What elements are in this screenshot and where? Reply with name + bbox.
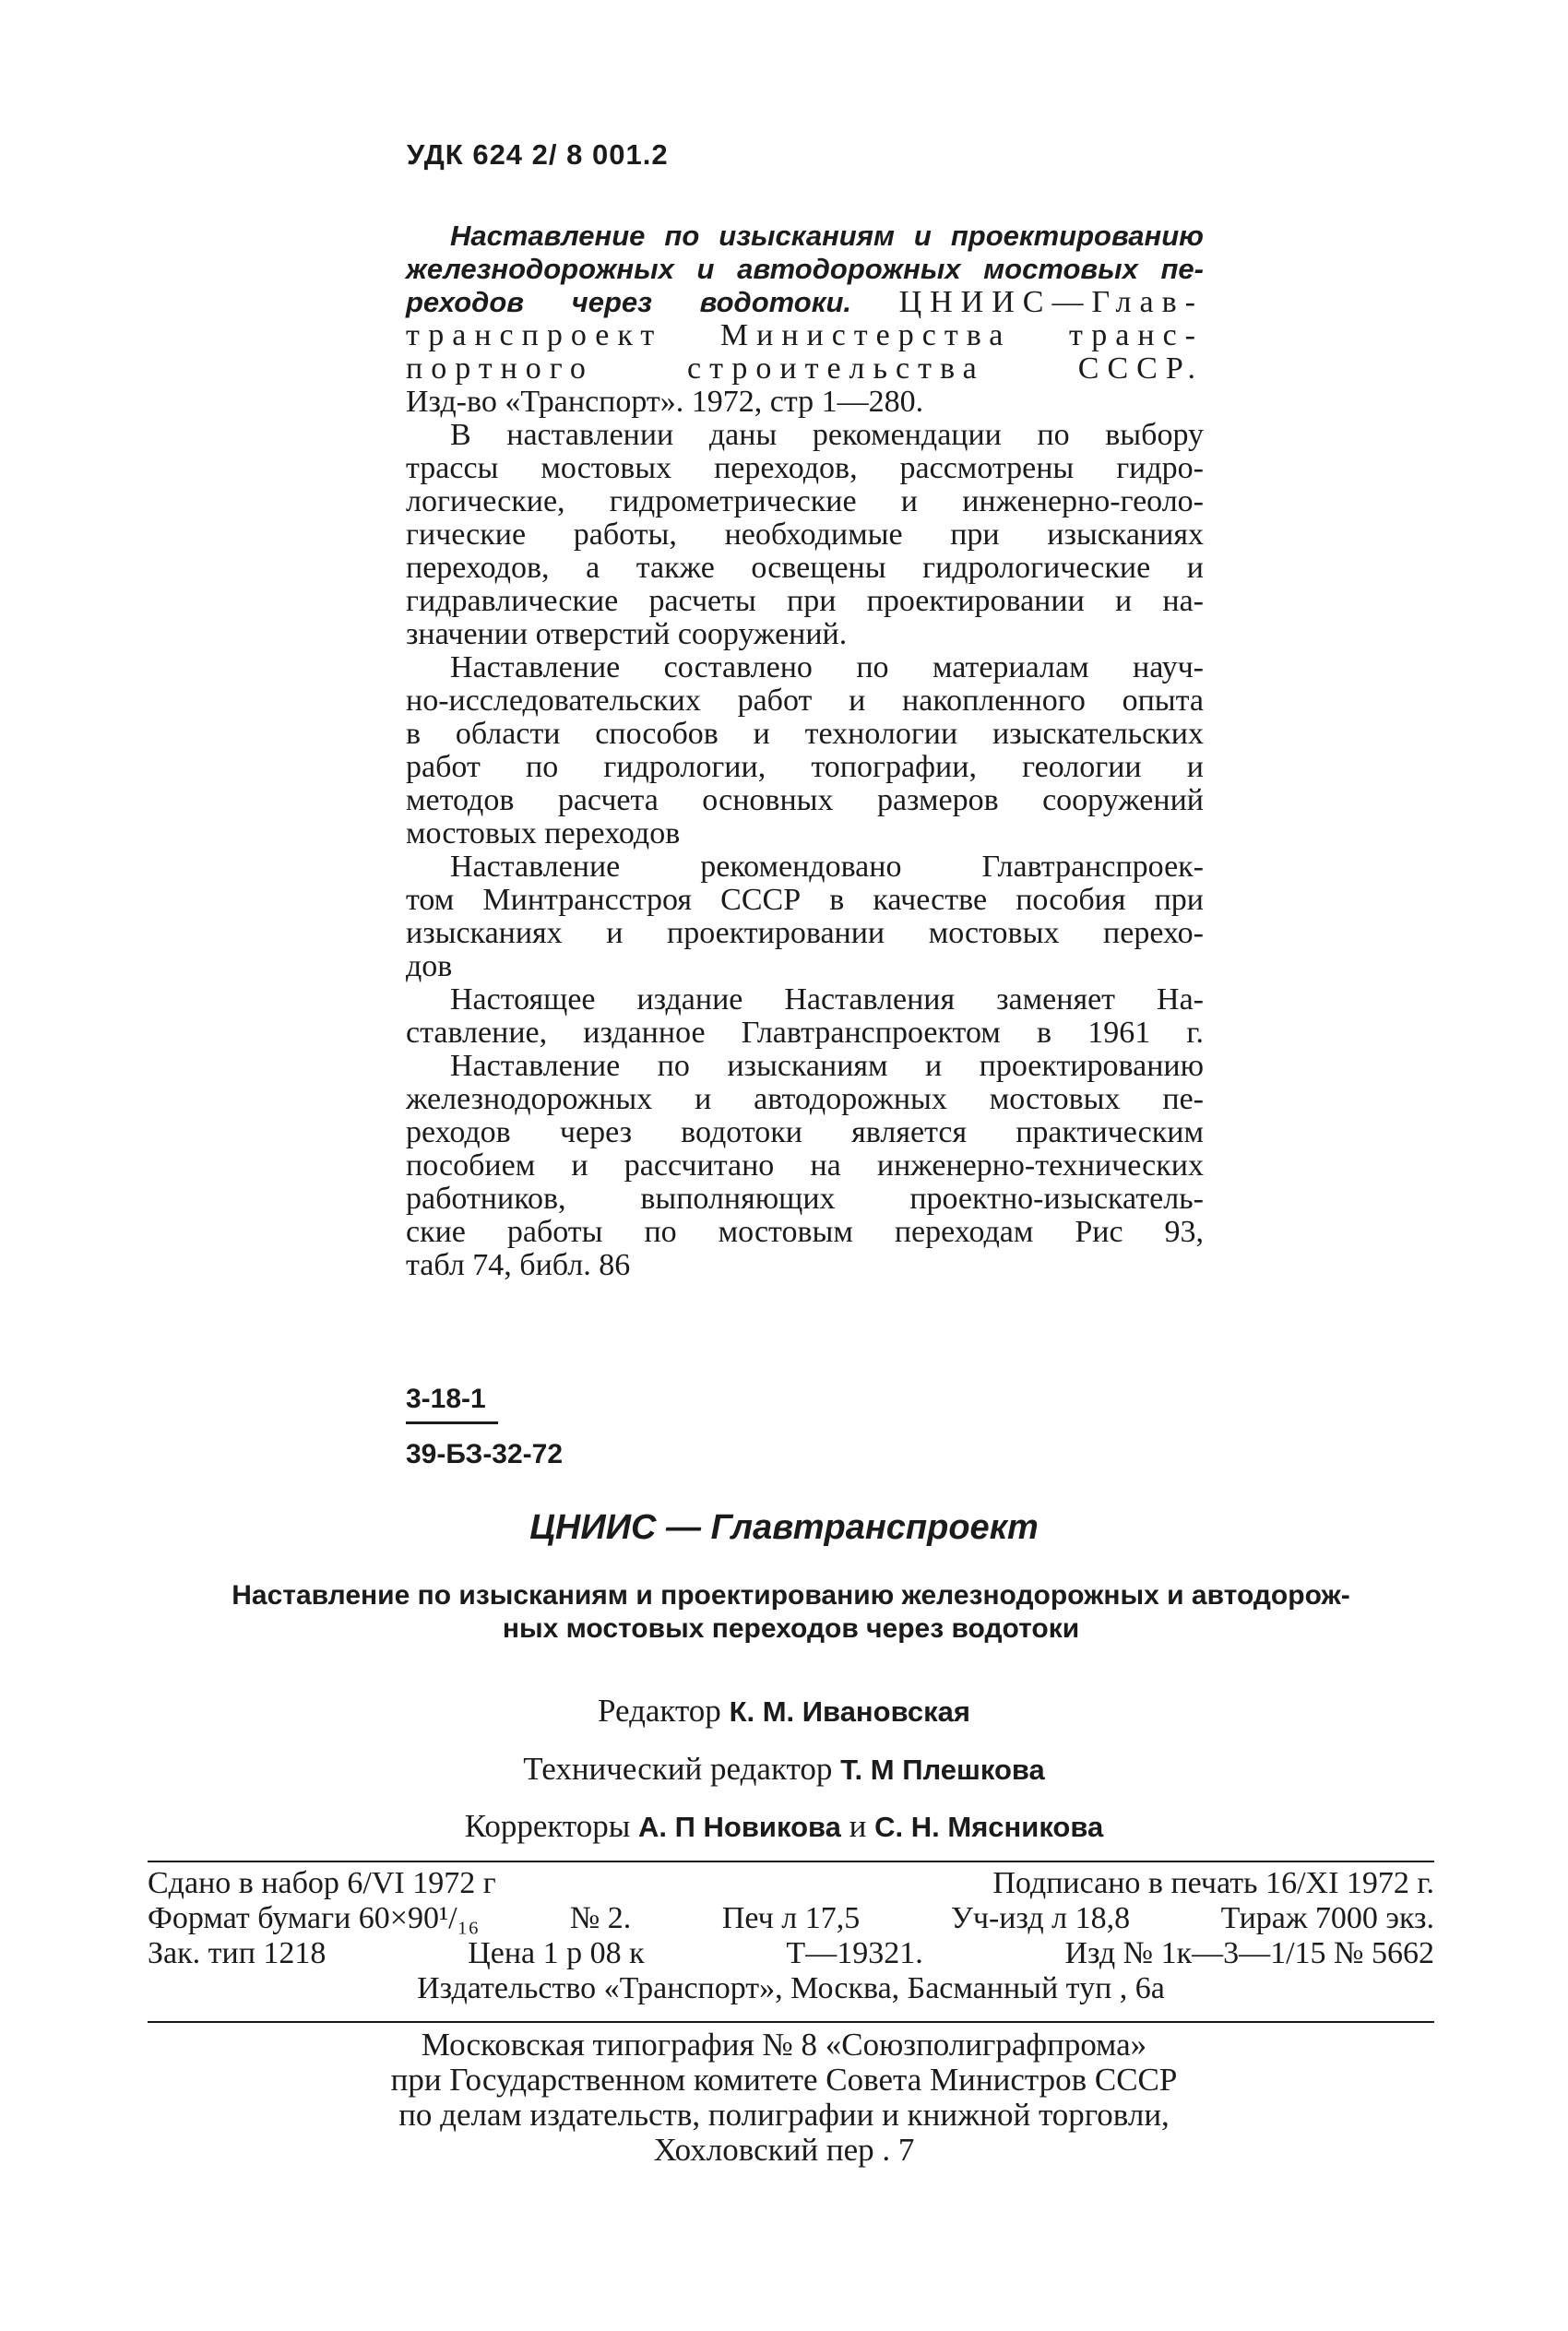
abstract-p1-line: трассы мостовых переходов, рассмотрены гидро- — [406, 451, 1204, 485]
abstract-p1-line: переходов, а также освещены гидрологические и — [406, 551, 1204, 585]
abstract-p2-line: методов расчета основных размеров сооружений — [406, 783, 1204, 817]
abstract-p5-line: железнодорожных и автодорожных мостовых пе- — [406, 1082, 1204, 1116]
typeset-date: Сдано в набор 6/VI 1972 г — [148, 1866, 496, 1900]
abstract-p5-line: табл 74, библ. 86 — [406, 1248, 631, 1282]
tech-editor-name: Т. М Плешкова — [840, 1754, 1045, 1786]
abstract-p5-line: реходов через водотоки является практическим — [406, 1115, 1204, 1149]
license-number: Т—19321. — [786, 1936, 923, 1970]
paper-number: № 2. — [569, 1901, 632, 1935]
editor-name: К. М. Ивановская — [729, 1695, 970, 1728]
abstract-title-line-1: Наставление по изысканиям и проектированию — [450, 220, 1204, 252]
abstract-p1-line: гидравлические расчеты при проектировании и на- — [406, 584, 1204, 618]
abstract-paragraph-3 — [406, 850, 1204, 983]
abstract-author-line-2: портного строительства СССР. — [406, 351, 1204, 386]
book-title-line: ных мостовых переходов через водотоки — [502, 1613, 1080, 1644]
print-signed-date: Подписано в печать 16/XI 1972 г. — [992, 1866, 1434, 1900]
abstract-p3-line: Наставление рекомендовано Главтранспроек- — [450, 850, 1204, 884]
abstract-paragraph-5 — [406, 1050, 1204, 1282]
printer-line: при Государственном комитете Совета Министров СССР — [390, 2062, 1178, 2098]
abstract-author-line-1: транспроект Министерства транс- — [406, 318, 1204, 352]
tech-editor-credit — [0, 1751, 1568, 1788]
book-title-line: Наставление по изысканиям и проектированию железнодорожных и автодорож- — [232, 1580, 1350, 1611]
catalog-code: 39-БЗ-32-72 — [406, 1439, 564, 1469]
abstract-p2-line: работ по гидрологии, топографии, геологии и — [406, 750, 1204, 784]
correctors-label: Корректоры — [464, 1808, 631, 1844]
abstract-p5-line: ские работы по мостовым переходам Рис 93, — [406, 1215, 1204, 1249]
print-sheets: Печ л 17,5 — [721, 1901, 861, 1935]
abstract-p2-line: Наставление составлено по материалам науч- — [450, 650, 1204, 684]
correctors-credit — [0, 1808, 1568, 1845]
abstract-p5-line: пособием и рассчитано на инженерно-технических — [406, 1148, 1204, 1183]
abstract-p3-line: дов — [406, 949, 453, 983]
abstract-p1-line: В наставлении даны рекомендации по выбору — [450, 418, 1204, 452]
abstract-p4-line: Настоящее издание Наставления заменяет На- — [450, 982, 1204, 1017]
abstract-author-start: ЦНИИС—Глав- — [898, 285, 1204, 319]
organization-heading: ЦНИИС — Главтранспроект — [529, 1508, 1039, 1547]
udk-code: УДК 624 2/ 8 001.2 — [407, 138, 669, 171]
order-number: Зак. тип 1218 — [148, 1936, 327, 1970]
abstract-title-tail: реходов через водотоки. — [406, 286, 851, 318]
print-run: Тираж 7000 экз. — [1220, 1901, 1434, 1935]
abstract-paragraph-1 — [406, 419, 1204, 651]
abstract-p5-line: Наставление по изысканиям и проектированию — [450, 1049, 1204, 1083]
price: Цена 1 р 08 к — [468, 1936, 645, 1970]
paper-format: Формат бумаги 60×90¹/₁₆ — [148, 1901, 480, 1935]
abstract-block — [406, 220, 1204, 1282]
abstract-p1-line: гические работы, необходимые при изысканиях — [406, 517, 1204, 552]
abstract-paragraph-2 — [406, 651, 1204, 850]
bottom-rule — [148, 2021, 1434, 2023]
printer-line: по делам издательств, полиграфии и книжной торговли, — [398, 2097, 1170, 2133]
abstract-p5-line: работников, выполняющих проектно-изыскатель- — [406, 1182, 1204, 1216]
abstract-title-line-2: железнодорожных и автодорожных мостовых пе- — [406, 253, 1204, 285]
abstract-paragraph-4 — [406, 983, 1204, 1050]
corrector-1-name: А. П Новикова — [638, 1811, 841, 1843]
conjunction: и — [849, 1808, 867, 1844]
imprint-row-3 — [148, 1936, 1434, 1971]
abstract-p2-line: в области способов и технологии изыскательских — [406, 717, 1204, 751]
abstract-publisher-line: Изд-во «Транспорт». 1972, стр 1—280. — [406, 385, 924, 419]
publisher-sheets: Уч-изд л 18,8 — [950, 1901, 1131, 1935]
top-rule — [148, 1861, 1434, 1862]
edition-number: Изд № 1к—3—1/15 № 5662 — [1064, 1936, 1434, 1970]
tech-editor-label: Технический редактор — [523, 1751, 833, 1787]
imprint-row-1 — [148, 1866, 1434, 1901]
abstract-p2-line: мостовых переходов — [406, 816, 681, 850]
publisher-address: Издательство «Транспорт», Москва, Басманный туп , 6а — [417, 1971, 1165, 2005]
editor-credit — [0, 1693, 1568, 1730]
abstract-p3-line: изысканиях и проектировании мостовых перехо- — [406, 916, 1204, 950]
corrector-2-name: С. Н. Мясникова — [874, 1811, 1104, 1843]
printer-line: Московская типография № 8 «Союзполиграфпрома» — [421, 2027, 1147, 2063]
abstract-p1-line: значении отверстий сооружений. — [406, 617, 848, 651]
imprint-row-2 — [148, 1901, 1434, 1936]
code-underline — [406, 1421, 498, 1424]
abstract-p1-line: логические, гидрометрические и инженерно-геоло- — [406, 484, 1204, 518]
abstract-p4-line: ставление, изданное Главтранспроектом в 1961 г. — [406, 1016, 1204, 1050]
abstract-title-line-3 — [406, 286, 1204, 319]
classification-code: 3-18-1 — [406, 1384, 486, 1414]
abstract-p2-line: но-исследовательских работ и накопленного опыта — [406, 684, 1204, 718]
editor-label: Редактор — [598, 1693, 721, 1729]
printer-address: Хохловский пер . 7 — [653, 2132, 915, 2168]
book-title — [148, 1579, 1434, 1646]
abstract-p3-line: том Минтрансстроя СССР в качестве пособия при — [406, 883, 1204, 917]
